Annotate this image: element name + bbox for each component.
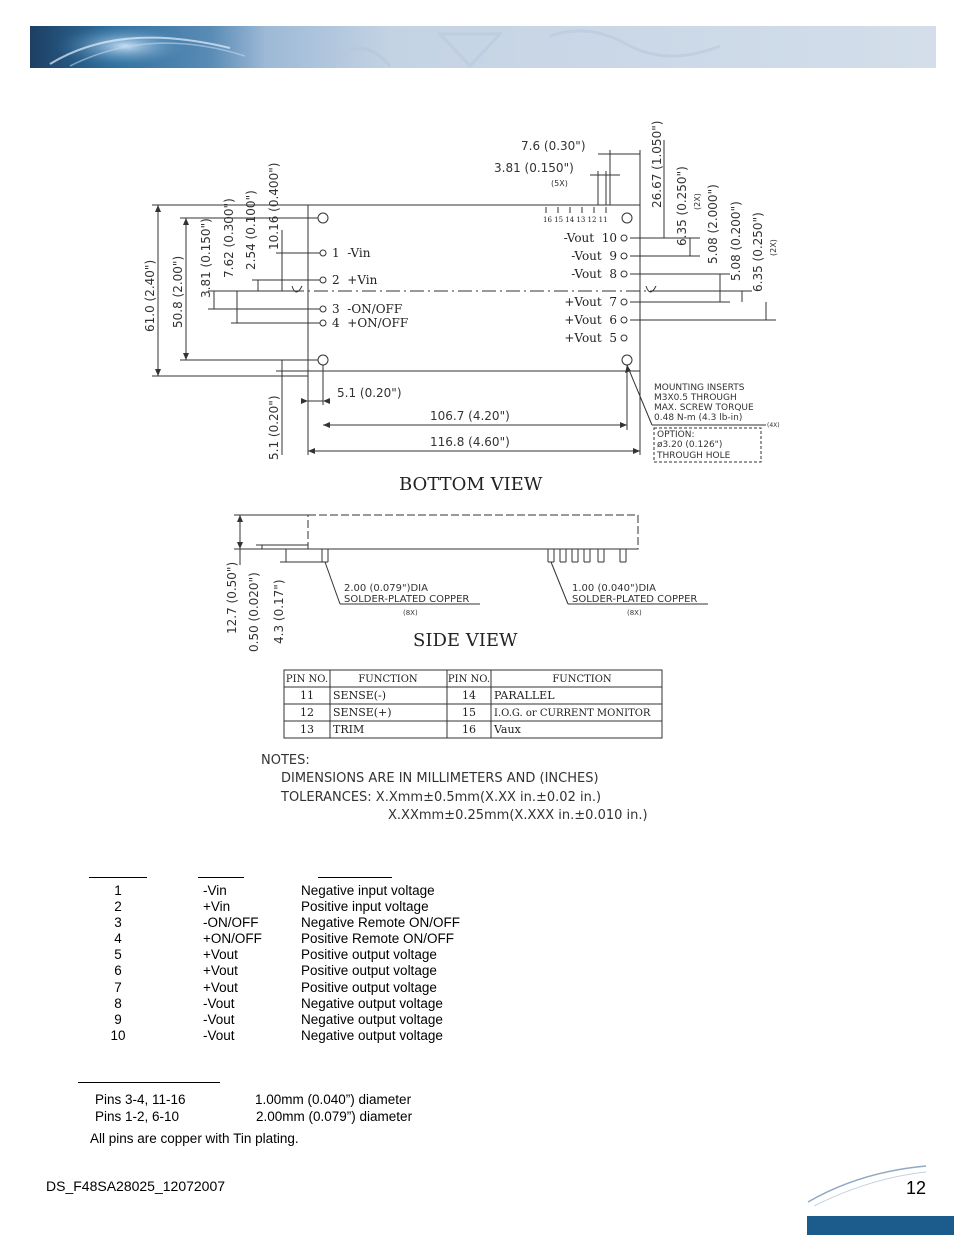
dim-7-6: 7.6 (0.30") [521,139,586,153]
pin-diameter-row-2-value: 2.00mm (0.079”) diameter [256,1109,413,1124]
right-pin-label: -Vout 10 [563,231,617,245]
notes-label: NOTES: [261,753,310,768]
pin-list-row [90,980,510,996]
pin-table-header: PIN NO. [285,674,329,685]
left-pin-label: 4 +ON/OFF [332,316,409,330]
pin-table-cell: 15 [462,706,476,719]
pin-diameter-row-2-pins: Pins 1-2, 6-10 [95,1109,180,1124]
pin-function: Negative input voltage [301,883,435,898]
pin-number: 6 [114,963,122,979]
pin-list-row [90,947,510,963]
pin-name: -Vout [203,1027,235,1043]
pin-table-cell: I.O.G. or CURRENT MONITOR [494,708,651,719]
pin-number: 4 [114,931,122,947]
pin-table-header: FUNCTION [358,674,418,685]
pin-list-row [90,996,510,1012]
document-id: DS_F48SA28025_12072007 [46,1178,226,1194]
mounting-note-line: 0.48 N-m (4.3 lb-in) [654,413,743,423]
callout-left-line: (8X) [403,609,418,617]
notes-line: DIMENSIONS ARE IN MILLIMETERS AND (INCHES) [281,771,599,786]
pin-name: +ON/OFF [203,931,262,947]
mounting-note-line: M3X0.5 THROUGH [654,393,737,403]
dim-5-08-b: 5.08 (0.200") [729,201,743,281]
option-note-line: ø3.20 (0.126") [657,440,723,450]
pin-function: Negative output voltage [301,995,443,1011]
pin-function: Negative output voltage [301,1027,443,1043]
pin-table-cell: 14 [462,689,476,702]
pin-name: +Vout [203,979,238,995]
pin-table-header: FUNCTION [552,674,612,685]
pin-number: 3 [114,915,122,931]
pin-function: Positive output voltage [301,963,437,979]
bottom-view-title: BOTTOM VIEW [399,474,543,495]
dim-5-1-h: 5.1 (0.20") [337,386,402,400]
pin-diameter-heading-rule [78,1082,220,1083]
dim-5x: (5X) [551,179,568,188]
pin-name: -Vin [203,883,227,898]
mounting-4x: (4X) [767,422,780,429]
pin-plating-note: All pins are copper with Tin plating. [90,1131,299,1146]
footer-corner-graphic [800,1160,954,1220]
pin-table-header: PIN NO. [447,674,491,685]
pin-number: 10 [110,1027,126,1043]
dim-4-3: 4.3 (0.17") [272,579,286,644]
pin-function: Positive input voltage [301,899,429,915]
pin-table-cell: Vaux [494,723,521,736]
dim-2x-b: (2X) [769,239,778,256]
pin-number: 2 [114,899,122,915]
callout-right-line: (8X) [627,609,642,617]
pin-number: 9 [114,1011,122,1027]
pin-name: +Vout [203,963,238,979]
dim-7-62: 7.62 (0.300") [222,198,236,278]
right-pin-label: -Vout 8 [571,267,617,281]
module-outline [308,205,640,371]
pin-function: Positive output voltage [301,947,437,963]
callout-right-line: SOLDER-PLATED COPPER [572,594,698,605]
pin-number: 7 [114,979,122,995]
pin-list-row [90,883,510,899]
pin-table-cell: PARALLEL [494,689,555,702]
pin-name: +Vout [203,947,238,963]
dim-50-8: 50.8 (2.00") [171,255,185,328]
pin-function: Negative Remote ON/OFF [301,915,461,931]
dim-2-54: 2.54 (0.100") [244,190,258,270]
dim-3-81-top: 3.81 (0.150") [494,161,574,175]
pin-column-heading-rule [89,877,147,878]
right-pin-label: +Vout 7 [564,295,617,309]
pin-list-row [90,963,510,979]
mounting-note-line: MOUNTING INSERTS [654,383,745,393]
pin-diameter-row-1-pins: Pins 3-4, 11-16 [95,1092,186,1107]
dim-116-8: 116.8 (4.60") [430,435,510,449]
page-number: 12 [906,1178,927,1198]
side-view-title: SIDE VIEW [413,630,518,651]
dim-0-50: 0.50 (0.020") [247,572,261,652]
pin-table-cell: SENSE(+) [333,706,392,719]
callout-left-line: SOLDER-PLATED COPPER [344,594,470,605]
pin-number: 8 [114,995,122,1011]
pin-table-cell: 13 [300,723,314,736]
pin-table-cell: SENSE(-) [333,689,387,702]
dim-106-7: 106.7 (4.20") [430,409,510,423]
right-pin-label: +Vout 5 [564,331,617,345]
pin-list-row [90,931,510,947]
small-pin-numbers: 16 15 14 13 12 11 [543,216,608,224]
pin-name: +Vin [203,899,231,915]
dim-6-35-a: 6.35 (0.250") [675,166,689,246]
pin-diameter-row-1-value: 1.00mm (0.040”) diameter [255,1092,412,1107]
footer-corner-bar [807,1216,954,1235]
pin-number: 5 [114,947,122,963]
dim-5-08-a: 5.08 (2.000") [706,184,720,264]
dim-12-7: 12.7 (0.50") [225,561,239,634]
left-pin-label: 1 -Vin [332,246,371,260]
pin-number: 1 [114,883,122,898]
pin-list-row [90,1028,510,1044]
pin-name: -Vout [203,995,235,1011]
dim-26-67: 26.67 (1.050") [650,120,664,208]
option-note-line: THROUGH HOLE [657,451,731,461]
notes-line: TOLERANCES: X.Xmm±0.5mm(X.XX in.±0.02 in.) [281,790,602,805]
notes-line: X.XXmm±0.25mm(X.XXX in.±0.010 in.) [388,808,648,823]
dim-2x-a: (2X) [693,193,702,210]
pin-list [90,883,510,1044]
function-column-heading-rule [318,877,392,878]
dim-61-0: 61.0 (2.40") [143,259,157,332]
pin-name: -Vout [203,1011,235,1027]
name-column-heading-rule [198,877,244,878]
pin-list-row [90,1012,510,1028]
pin-table-cell: 12 [300,706,314,719]
right-pin-label: +Vout 6 [564,313,617,327]
pin-table-cell: TRIM [333,723,365,736]
dim-3-81-left: 3.81 (0.150") [199,218,213,298]
pin-table-cell: 11 [300,689,314,702]
pin-name: -ON/OFF [203,915,259,931]
left-pin-label: 3 -ON/OFF [332,302,403,316]
option-note-line: OPTION: [657,430,695,440]
mounting-note-line: MAX. SCREW TORQUE [654,403,754,413]
dim-10-16: 10.16 (0.400") [267,162,281,250]
pin-function: Positive output voltage [301,979,437,995]
callout-left-line: 2.00 (0.079")DIA [344,583,428,594]
right-pin-label: -Vout 9 [571,249,617,263]
pin-function: Negative output voltage [301,1011,443,1027]
pin-function: Positive Remote ON/OFF [301,931,455,947]
left-pin-label: 2 +Vin [332,273,378,287]
pin-list-row [90,915,510,931]
dim-6-35-b: 6.35 (0.250") [751,212,765,292]
callout-right-line: 1.00 (0.040")DIA [572,583,656,594]
pin-list-row [90,899,510,915]
pin-table-cell: 16 [462,723,476,736]
dim-5-1-v: 5.1 (0.20") [267,395,281,460]
